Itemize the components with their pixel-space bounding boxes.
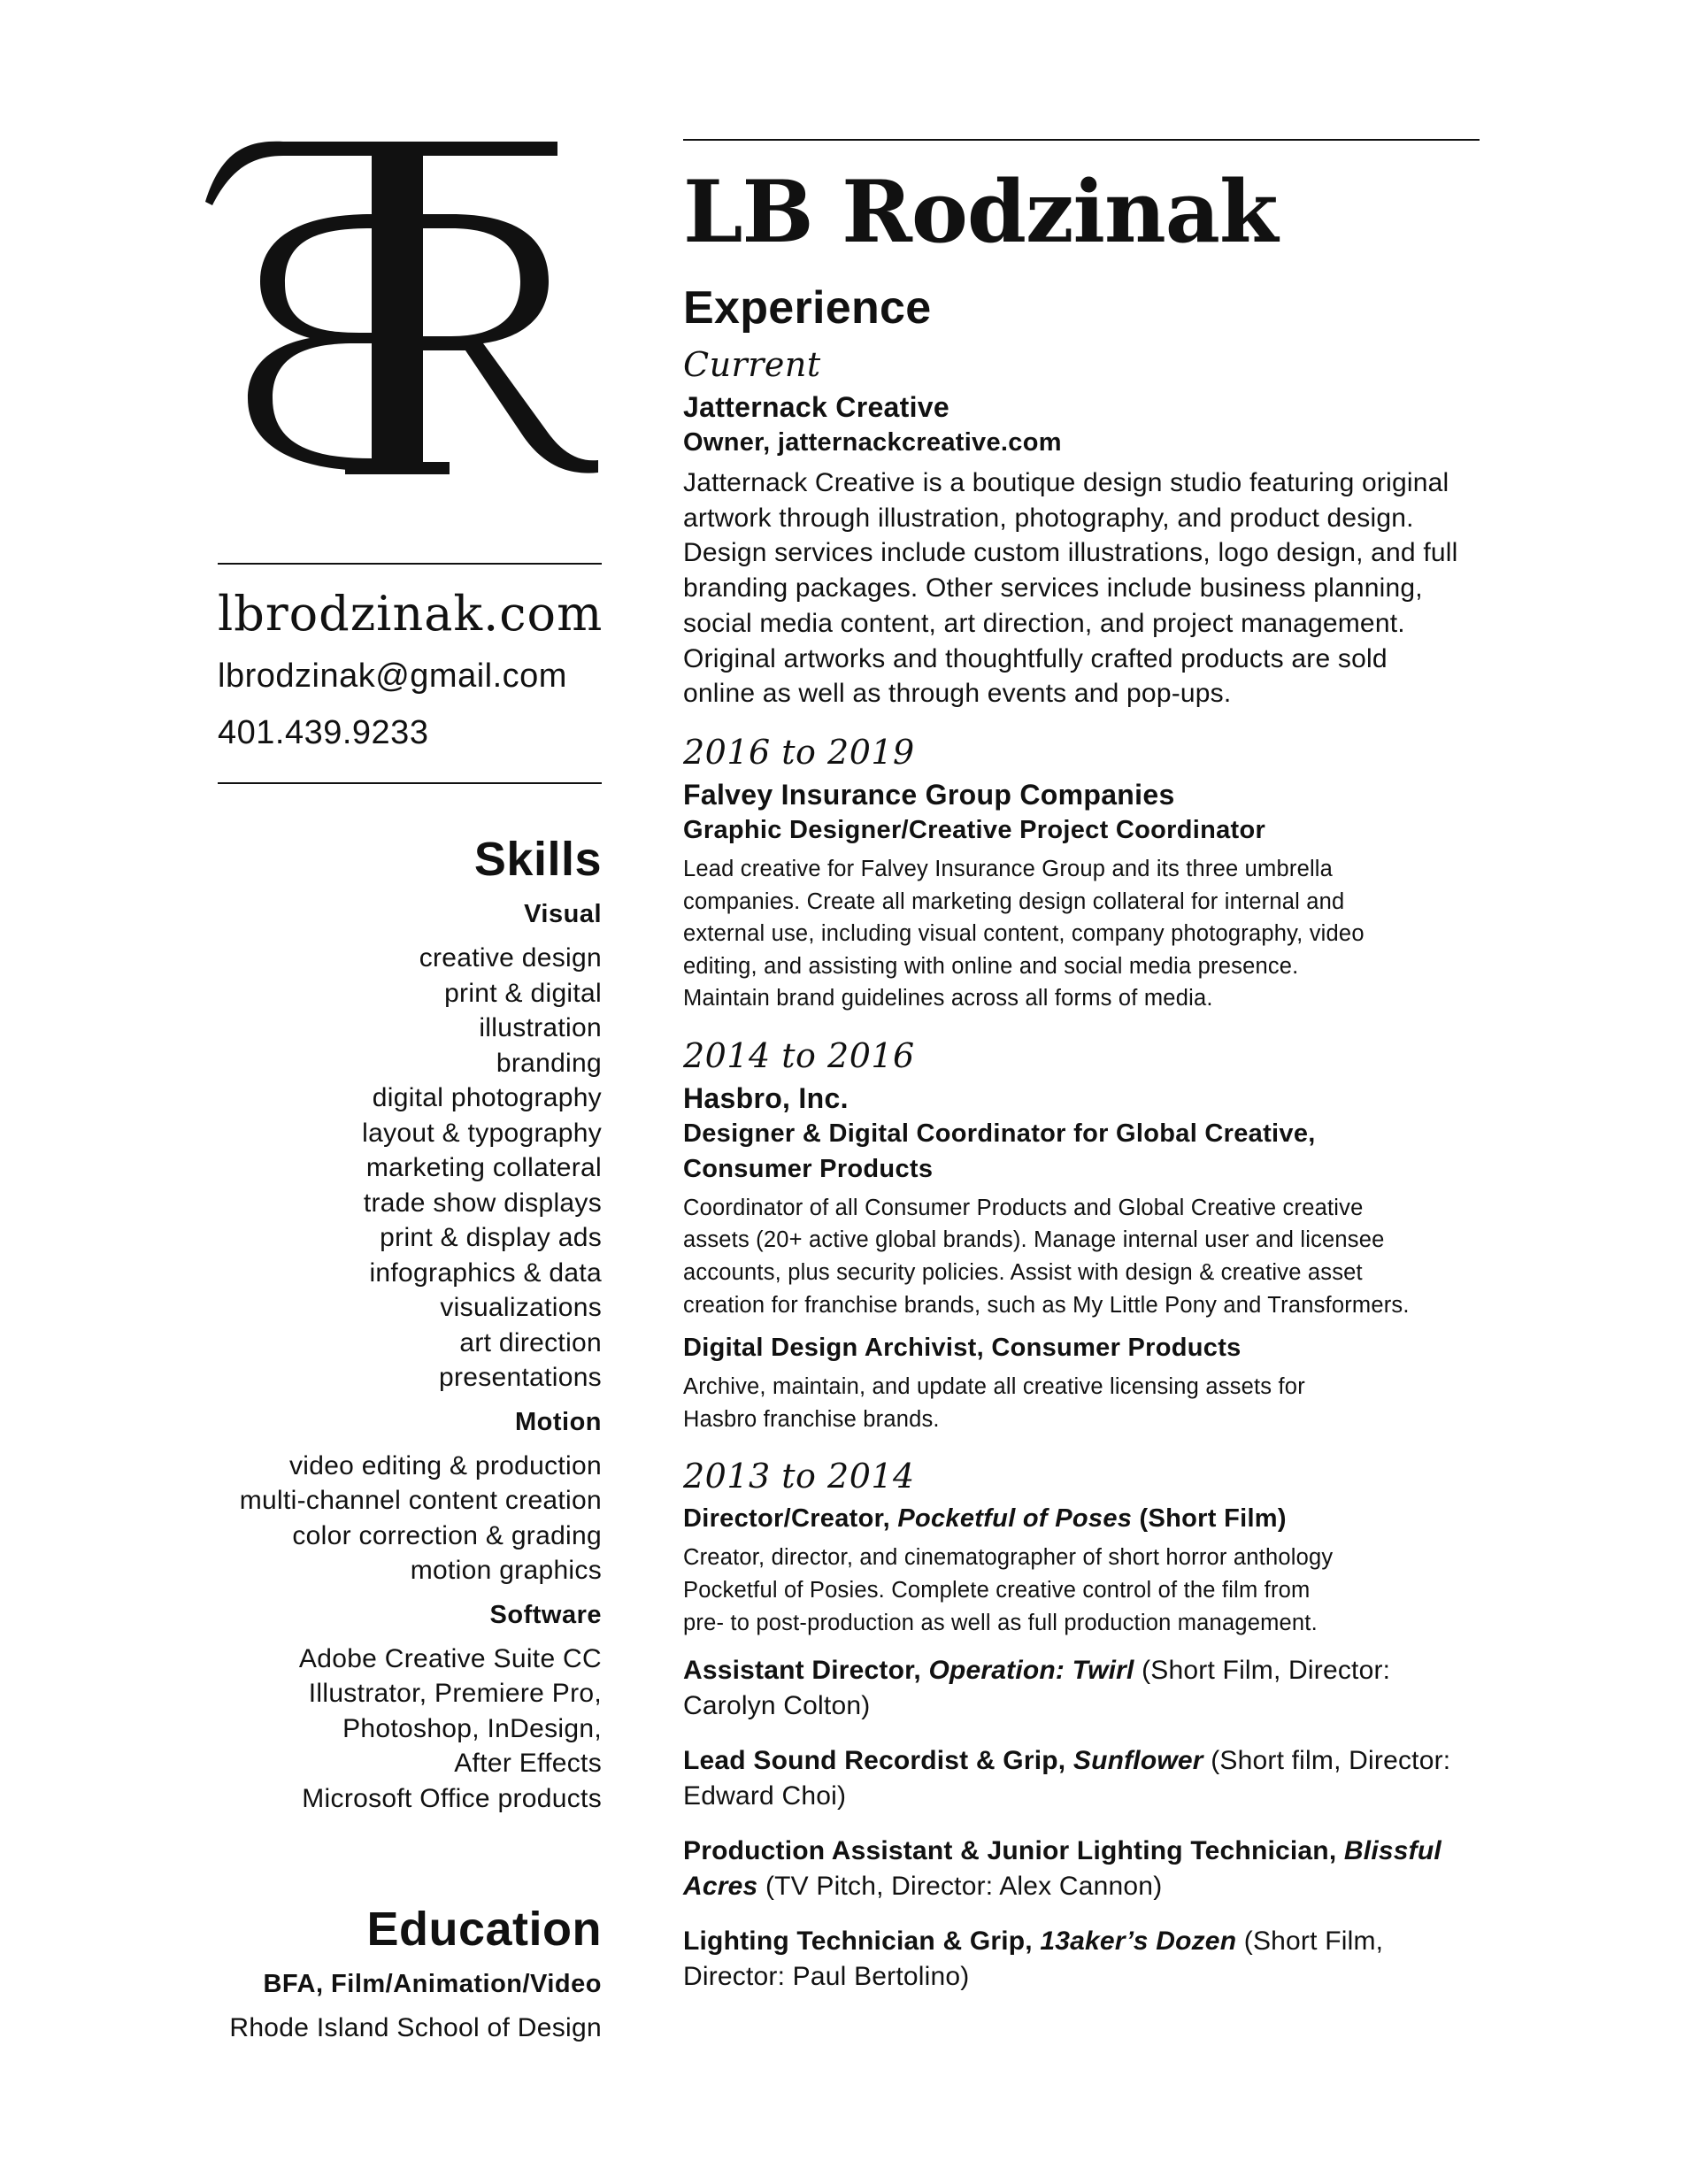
skill-item: After Effects (454, 1749, 602, 1778)
credit-detail: (Short film, Director: (1211, 1746, 1451, 1776)
description-line: Original artworks and thoughtfully crafted products are sold (683, 643, 1388, 673)
credit-role: Lighting Technician & Grip, (683, 1926, 1033, 1957)
company-falvey: Falvey Insurance Group Companies (683, 778, 1175, 811)
contact-block (218, 581, 607, 761)
credit-sound-recordist (683, 1743, 1480, 1814)
skill-item: trade show displays (363, 1188, 602, 1218)
website-link[interactable]: lbrodzinak.com (218, 586, 603, 642)
skills-group-motion-title: Motion (514, 1407, 602, 1436)
contact-bottom-divider (218, 782, 602, 784)
credit-role: Lead Sound Recordist & Grip, (683, 1746, 1066, 1776)
credit-role: Production Assistant & Junior Lighting Technician, (683, 1836, 1337, 1866)
director-description (683, 1542, 1480, 1639)
credit-assistant-director (683, 1653, 1480, 1724)
description-line: Lead creative for Falvey Insurance Group and its three umbrella (683, 856, 1334, 881)
description-line: social media content, art direction, and project management. (683, 608, 1405, 638)
role-hasbro-2: Consumer Products (683, 1154, 934, 1183)
credit-detail: (TV Pitch, Director: Alex Cannon) (765, 1872, 1163, 1902)
credit-title: Blissful (1343, 1836, 1441, 1866)
skills-heading: Skills (473, 833, 602, 886)
description-line: Creator, director, and cinematographer of short horror anthology (683, 1545, 1334, 1571)
credit-title: 13aker’s Dozen (1040, 1926, 1237, 1957)
role-director (683, 1501, 1480, 1536)
hasbro-description (683, 1192, 1480, 1321)
skill-item: visualizations (440, 1293, 602, 1322)
skills-group-visual-list (195, 941, 602, 1396)
credit-lighting-technician (683, 1924, 1480, 1995)
credit-detail: Edward Choi) (683, 1781, 847, 1811)
description-line: accounts, plus security policies. Assist with design & creative asset (683, 1260, 1363, 1286)
skills-group-visual-title: Visual (524, 900, 602, 928)
skills-group-software-list (195, 1642, 602, 1817)
credit-title: Operation: Twirl (928, 1656, 1134, 1686)
description-line: assets (20+ active global brands). Manage internal user and licensee (683, 1227, 1385, 1253)
monogram-logo-art (186, 133, 602, 504)
skills-section (195, 827, 602, 1825)
credit-detail: Carolyn Colton) (683, 1691, 871, 1721)
company-jatternack: Jatternack Creative (683, 391, 949, 423)
description-line: Pocketful of Posies. Complete creative control of the film from (683, 1578, 1311, 1603)
description-line: Archive, maintain, and update all creative licensing assets for (683, 1374, 1305, 1400)
skill-item: marketing collateral (365, 1153, 602, 1182)
skill-item: creative design (419, 943, 602, 973)
falvey-description (683, 853, 1480, 1015)
skill-item: layout & typography (362, 1118, 602, 1148)
monogram-logo (186, 133, 602, 504)
skill-item: art direction (459, 1327, 602, 1357)
description-line: Jatternack Creative is a boutique design studio featuring original (683, 468, 1449, 497)
education-heading: Education (366, 1903, 602, 1956)
hasbro-archivist-description (683, 1371, 1480, 1435)
skill-item: illustration (479, 1013, 602, 1042)
header-divider (683, 139, 1480, 141)
skills-group-software-title: Software (489, 1600, 602, 1629)
contact-top-divider (218, 563, 602, 565)
main-column (683, 150, 1480, 1995)
skill-item: motion graphics (410, 1556, 602, 1585)
description-line: Coordinator of all Consumer Products and Global Creative creative (683, 1195, 1364, 1220)
role-falvey: Graphic Designer/Creative Project Coordinator (683, 815, 1266, 844)
credit-production-assistant (683, 1834, 1480, 1904)
description-line: online as well as through events and pop-ups. (683, 679, 1232, 709)
skill-item: multi-channel content creation (239, 1486, 602, 1515)
skill-item: infographics & data (369, 1257, 602, 1288)
credit-role: Assistant Director, (683, 1656, 921, 1686)
email-link[interactable]: lbrodzinak@gmail.com (218, 658, 567, 695)
skill-item: presentations (438, 1363, 602, 1392)
skill-item: Adobe Creative Suite CC (298, 1643, 602, 1673)
company-hasbro: Hasbro, Inc. (683, 1081, 849, 1114)
experience-heading: Experience (683, 282, 932, 334)
jatternack-description (683, 465, 1480, 711)
period-2016-2019: 2016 to 2019 (683, 732, 915, 772)
credit-title: Sunflower (1072, 1746, 1203, 1776)
skill-item: digital photography (372, 1083, 602, 1112)
description-line: external use, including visual content, company photography, video (683, 921, 1365, 947)
phone-number: 401.439.9233 (218, 714, 429, 751)
skill-item: color correction & grading (292, 1520, 602, 1550)
description-line: pre- to post-production as well as full production management. (683, 1610, 1318, 1635)
education-school: Rhode Island School of Design (229, 2013, 602, 2042)
education-section (195, 1896, 602, 2050)
skill-item: Photoshop, InDesign, (342, 1713, 602, 1743)
skill-item: print & display ads (380, 1223, 602, 1252)
role-owner: Owner, jatternackcreative.com (683, 428, 1062, 457)
credit-detail: (Short Film, Director: (1142, 1656, 1391, 1686)
period-2013-2014: 2013 to 2014 (683, 1457, 915, 1496)
skill-item: Microsoft Office products (302, 1783, 602, 1813)
description-line: branding packages. Other services include business planning, (683, 573, 1423, 604)
description-line: Design services include custom illustrations, logo design, and full (683, 538, 1458, 568)
education-degree: BFA, Film/Animation/Video (263, 1970, 602, 1998)
description-line: editing, and assisting with online and social media presence. (683, 953, 1299, 979)
director-role: Director/Creator, (683, 1504, 890, 1534)
skill-item: video editing & production (288, 1450, 602, 1480)
description-line: companies. Create all marketing design collateral for internal and (683, 888, 1345, 914)
credit-title: Acres (683, 1872, 758, 1902)
description-line: Maintain brand guidelines across all forms of media. (683, 986, 1213, 1011)
role-hasbro-1: Designer & Digital Coordinator for Global Creative, (683, 1119, 1316, 1148)
period-2014-2016: 2014 to 2016 (683, 1035, 915, 1075)
period-current: Current (683, 345, 821, 384)
skills-group-motion-list (195, 1449, 602, 1588)
skill-item: print & digital (444, 978, 602, 1008)
description-line: Hasbro franchise brands. (683, 1406, 940, 1432)
director-film-title: Pocketful of Poses (897, 1504, 1133, 1534)
credit-detail: Director: Paul Bertolino) (683, 1962, 970, 1992)
director-suffix: (Short Film) (1139, 1504, 1287, 1534)
resume-name: LB Rodzinak (683, 162, 1278, 262)
credit-detail: (Short Film, (1243, 1926, 1384, 1957)
role-hasbro-archivist: Digital Design Archivist, Consumer Products (683, 1334, 1242, 1363)
skill-item: branding (496, 1048, 602, 1078)
description-line: artwork through illustration, photography, and product design. (683, 503, 1414, 533)
description-line: creation for franchise brands, such as My Little Pony and Transformers. (683, 1292, 1410, 1318)
skill-item: Illustrator, Premiere Pro, (308, 1679, 602, 1708)
